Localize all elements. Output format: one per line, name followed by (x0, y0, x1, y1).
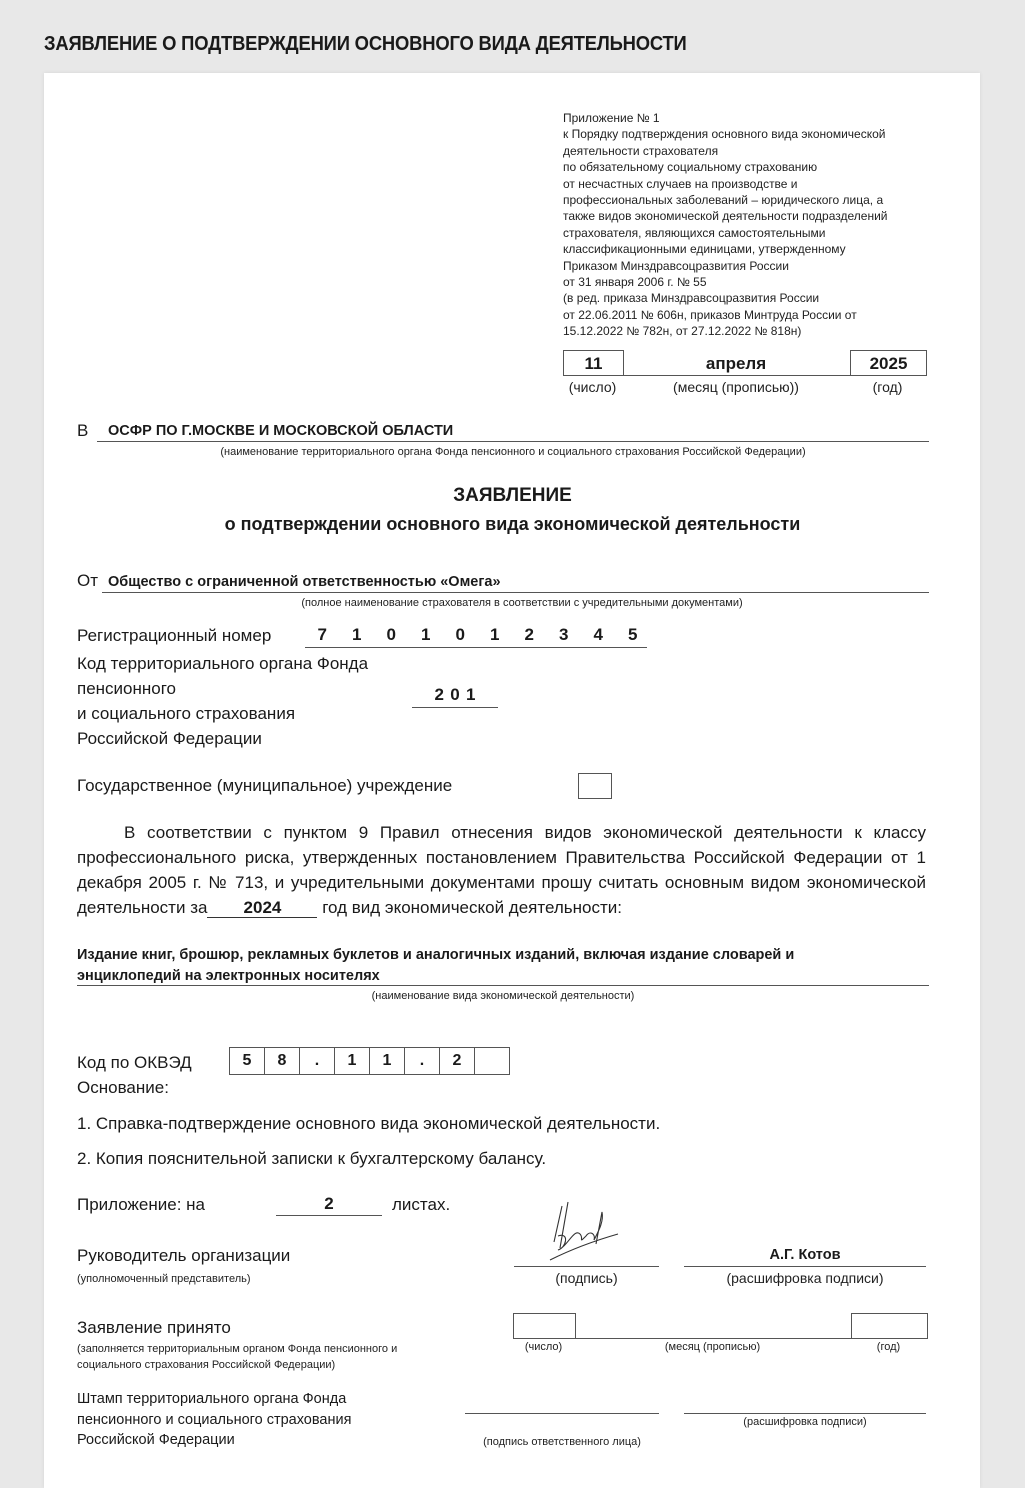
appendix-line: также видов экономической деятельности подразделений (563, 209, 888, 224)
head-signature-caption: (подпись) (555, 1270, 618, 1286)
code-digit: 0 (450, 685, 460, 704)
label-line: пенсионного (77, 679, 177, 698)
date-day-field[interactable]: 11 (563, 350, 624, 376)
page-heading: ЗАЯВЛЕНИЕ О ПОДТВЕРЖДЕНИИ ОСНОВНОГО ВИДА ДЕЯТЕЛЬНОСТИ (44, 33, 687, 55)
sublabel-line: социального страхования Российской Федерации) (77, 1359, 336, 1371)
accepted-month-caption: (месяц (прописью) (664, 1341, 761, 1353)
recipient-field[interactable]: ОСФР ПО Г.МОСКВЕ И МОСКОВСКОЙ ОБЛАСТИ (108, 423, 454, 439)
code-digit: 1 (466, 685, 476, 704)
appendix-line: (в ред. приказа Минздравсоцразвития России (563, 291, 820, 306)
appendix-line: Приказом Минздравсоцразвития России (563, 258, 789, 273)
date-year-field[interactable]: 2025 (850, 350, 927, 376)
recipient-line (97, 441, 929, 442)
head-name-caption: (расшифровка подписи) (726, 1270, 884, 1286)
request-paragraph (77, 820, 926, 920)
attachment-suffix: листах. (392, 1195, 451, 1214)
state-institution-checkbox[interactable] (578, 773, 612, 799)
sender-line (102, 592, 929, 593)
request-text-end: год вид экономической деятельности: (322, 898, 622, 917)
activity-field[interactable] (77, 945, 794, 987)
registration-digit: 1 (490, 625, 500, 644)
territorial-code-field[interactable] (412, 685, 498, 708)
sublabel-line: (заполняется территориальным органом Фонда пенсионного и (77, 1343, 398, 1355)
appendix-line: профессиональных заболеваний – юридического лица, а (563, 193, 884, 208)
appendix-line: классификационными единицами, утвержденному (563, 242, 846, 257)
recipient-prefix: В (77, 421, 89, 440)
accepted-year-field[interactable] (851, 1313, 928, 1339)
basis-label: Основание: (77, 1078, 169, 1097)
accepted-year-caption: (год) (876, 1341, 901, 1353)
stamp-label-line: пенсионного и социального страхования (77, 1411, 352, 1428)
basis-item: 2. Копия пояснительной записки к бухгалтерскому балансу. (77, 1149, 547, 1168)
code-digit: 2 (434, 685, 444, 704)
label-line: Российской Федерации (77, 729, 262, 748)
accepted-day-field[interactable] (513, 1313, 576, 1339)
okved-cell (475, 1048, 509, 1074)
date-month-caption: (месяц (прописью)) (673, 379, 799, 395)
sender-caption: (полное наименование страхователя в соответствии с учредительными документами) (301, 597, 743, 609)
document-title: ЗАЯВЛЕНИЕ (453, 485, 572, 506)
okved-cell: 2 (440, 1048, 475, 1074)
registration-number-field[interactable] (305, 625, 647, 648)
okved-cell: 8 (265, 1048, 300, 1074)
registration-digit: 0 (386, 625, 396, 644)
registration-digit: 4 (593, 625, 603, 644)
signature-image (540, 1198, 630, 1266)
head-name-field[interactable]: А.Г. Котов (684, 1247, 926, 1267)
label-line: и социального страхования (77, 704, 296, 723)
request-text: В соответствии с пунктом 9 Правил отнесения видов экономической деятельности к классу профессионального риска, утвержденных постановлением Правительства Российской Федерации от 1 декабря 2005 г. № 713, и учредительными документами прошу считать основным видом экономической деятельности за (77, 823, 926, 917)
registration-digit: 1 (421, 625, 431, 644)
registration-digit: 1 (352, 625, 362, 644)
activity-caption: (наименование вида экономической деятельности) (371, 990, 635, 1002)
appendix-line: 15.12.2022 № 782н, от 27.12.2022 № 818н) (563, 324, 802, 339)
okved-cell: 1 (370, 1048, 405, 1074)
okved-cell: 1 (335, 1048, 370, 1074)
head-sublabel: (уполномоченный представитель) (77, 1273, 251, 1285)
head-signature-line[interactable] (514, 1266, 659, 1267)
state-institution-label: Государственное (муниципальное) учреждение (77, 776, 453, 795)
okved-cell: . (300, 1048, 335, 1074)
stamp-name-caption: (расшифровка подписи) (743, 1416, 867, 1428)
appendix-line: от несчастных случаев на производстве и (563, 176, 798, 191)
okved-cell: 5 (230, 1048, 265, 1074)
date-year-caption: (год) (872, 379, 903, 395)
stamp-signature-line[interactable] (465, 1413, 659, 1414)
accepted-day-caption: (число) (524, 1341, 563, 1353)
recipient-caption: (наименование территориального органа Фонда пенсионного и социального страхования Российской Федерации) (220, 446, 806, 458)
okved-cell: . (405, 1048, 440, 1074)
appendix-line: страхователя, являющихся самостоятельными (563, 225, 826, 240)
appendix-line: деятельности страхователя (563, 143, 719, 158)
sender-field[interactable]: Общество с ограниченной ответственностью «Омега» (108, 574, 501, 590)
report-year-field[interactable]: 2024 (207, 898, 317, 918)
stamp-label (77, 1389, 351, 1451)
date-day-caption: (число) (568, 379, 617, 395)
accepted-sublabel (77, 1341, 397, 1373)
appendix-line: по обязательному социальному страхованию (563, 160, 818, 175)
activity-line-underline (77, 985, 929, 986)
registration-digit: 5 (628, 625, 638, 644)
registration-digit: 3 (559, 625, 569, 644)
accepted-month-field[interactable] (574, 1313, 851, 1338)
registration-digit: 7 (317, 625, 327, 644)
okved-label: Код по ОКВЭД (77, 1053, 192, 1072)
basis-item: 1. Справка-подтверждение основного вида экономической деятельности. (77, 1114, 661, 1133)
appendix-line: к Порядку подтверждения основного вида экономической (563, 127, 886, 142)
appendix-line: от 22.06.2011 № 606н, приказов Минтруда России от (563, 307, 857, 322)
date-month-field[interactable]: апреля (705, 354, 767, 373)
accepted-label: Заявление принято (77, 1318, 231, 1337)
label-line: Код территориального органа Фонда (77, 654, 369, 673)
appendix-line: от 31 января 2006 г. № 55 (563, 275, 707, 290)
attachment-prefix: Приложение: на (77, 1195, 205, 1214)
okved-code-field[interactable] (229, 1047, 510, 1075)
stamp-signature-caption: (подпись ответственного лица) (483, 1436, 641, 1448)
head-label: Руководитель организации (77, 1246, 291, 1265)
attachment-count-field[interactable]: 2 (276, 1194, 382, 1216)
stamp-label-line: Российской Федерации (77, 1432, 235, 1448)
appendix-reference (563, 110, 943, 340)
registration-digit: 0 (455, 625, 465, 644)
document-subtitle: о подтверждении основного вида экономической деятельности (224, 514, 801, 534)
stamp-name-line[interactable] (684, 1413, 926, 1414)
activity-line: энциклопедий на электронных носителях (77, 968, 380, 984)
registration-digit: 2 (524, 625, 534, 644)
territorial-code-label (77, 651, 368, 751)
sender-prefix: От (77, 571, 99, 590)
appendix-line: Приложение № 1 (563, 111, 660, 125)
activity-line: Издание книг, брошюр, рекламных буклетов и аналогичных изданий, включая издание словарей и (77, 947, 795, 963)
stamp-label-line: Штамп территориального органа Фонда (77, 1391, 347, 1407)
registration-label: Регистрационный номер (77, 626, 272, 645)
